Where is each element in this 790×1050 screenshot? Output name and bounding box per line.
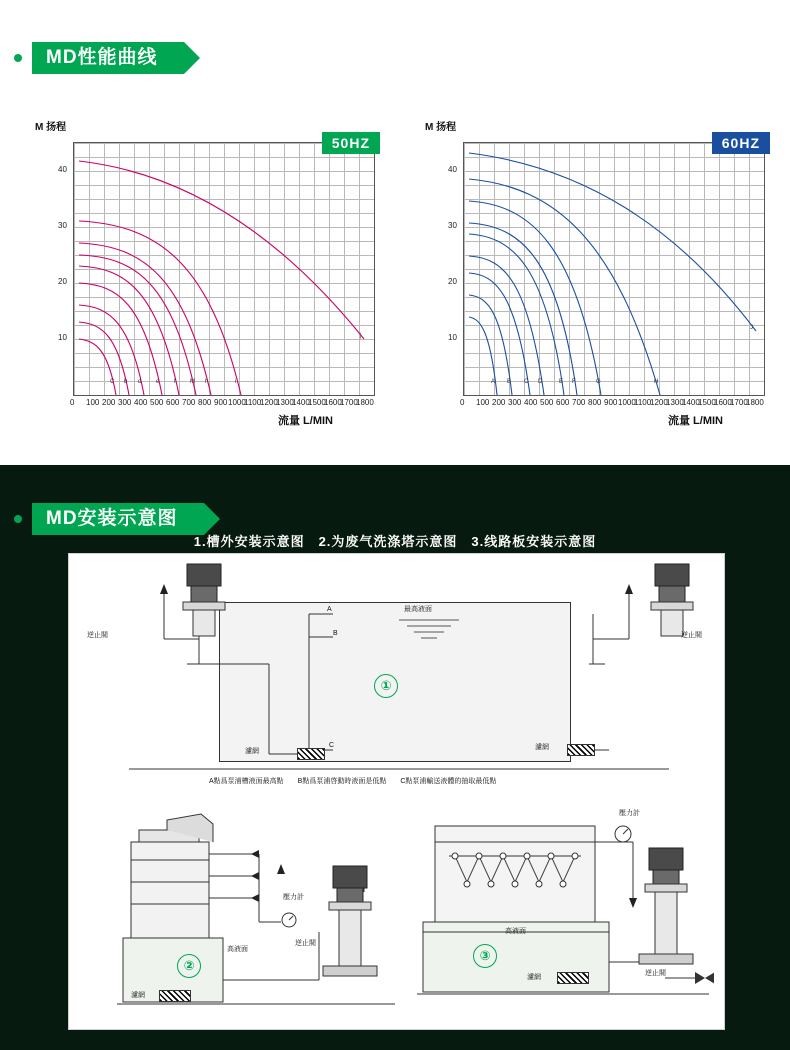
diagram-2-level-label: 高液面	[227, 946, 248, 953]
diagram-1-top-level: 最高液面	[404, 606, 432, 613]
ytick-40: 40	[58, 165, 67, 174]
diagram-1-check-valve-right: 逆止閥	[681, 632, 702, 639]
xtick-1200: 1200	[260, 398, 278, 407]
xtick-1000: 1000	[228, 398, 246, 407]
diagram-1	[69, 554, 724, 802]
curve-label-j: J	[750, 325, 753, 331]
curve-label-j: j	[360, 333, 362, 339]
curve-label-f: F	[572, 379, 576, 385]
xtick-300: 300	[508, 398, 522, 407]
diagram-3-number: ③	[473, 944, 497, 968]
performance-curve-panel	[0, 0, 790, 465]
curve-label-d: d	[138, 379, 142, 385]
diagram-sheet	[68, 553, 725, 1030]
diagram-3-strainer-label: 濾網	[527, 974, 541, 981]
ytick-10: 10	[448, 333, 457, 342]
chart-50hz-curves	[74, 143, 374, 395]
ytick-10: 10	[58, 333, 67, 342]
chart-50hz	[30, 118, 380, 427]
xtick-1200: 1200	[650, 398, 668, 407]
bullet-dot-icon	[14, 515, 22, 523]
curve-label-g: G	[596, 379, 601, 385]
diagram-3-strainer	[557, 972, 589, 984]
xtick-1500: 1500	[698, 398, 716, 407]
bullet-dot-icon	[14, 54, 22, 62]
xtick-1100: 1100	[634, 398, 652, 407]
xtick-1500: 1500	[308, 398, 326, 407]
curve-label-d: D	[538, 379, 543, 385]
xtick-1700: 1700	[730, 398, 748, 407]
curve-label-c: C	[524, 379, 529, 385]
ytick-40: 40	[448, 165, 457, 174]
diagram-2-check-valve-label: 逆止閥	[295, 940, 316, 947]
ytick-20: 20	[58, 277, 67, 286]
diagram-1-check-valve-left: 逆止閥	[87, 632, 108, 639]
diagram-3-level-label: 高液面	[505, 928, 526, 935]
installation-caption: 1.槽外安装示意图 2.为废气洗涤塔示意图 3.线路板安装示意图	[193, 534, 597, 549]
curve-label-b: b	[124, 379, 128, 385]
xtick-0: 0	[70, 398, 75, 407]
xtick-800: 800	[198, 398, 212, 407]
ytick-30: 30	[58, 221, 67, 230]
xtick-800: 800	[588, 398, 602, 407]
diagram-1-point-a: A	[327, 606, 332, 613]
curve-label-h: h	[205, 379, 209, 385]
xtick-600: 600	[166, 398, 180, 407]
xtick-1400: 1400	[682, 398, 700, 407]
xtick-200: 200	[492, 398, 506, 407]
diagram-1-point-b: B	[333, 630, 338, 637]
xtick-100: 100	[476, 398, 490, 407]
xtick-1700: 1700	[340, 398, 358, 407]
xtick-1100: 1100	[244, 398, 262, 407]
curve-label-f: f	[174, 379, 176, 385]
xtick-100: 100	[86, 398, 100, 407]
xtick-500: 500	[540, 398, 554, 407]
curve-label-m: M	[190, 379, 195, 385]
curve-label-e: e	[156, 379, 160, 385]
chart-60hz-xlabel: 流量 L/MIN	[668, 415, 723, 427]
xtick-900: 900	[604, 398, 618, 407]
xtick-700: 700	[182, 398, 196, 407]
diagram-2-number: ②	[177, 954, 201, 978]
curve-label-i: i	[235, 379, 237, 385]
xtick-700: 700	[572, 398, 586, 407]
xtick-1800: 1800	[746, 398, 764, 407]
chart-60hz	[420, 118, 770, 427]
xtick-1000: 1000	[618, 398, 636, 407]
xtick-1800: 1800	[356, 398, 374, 407]
xtick-1300: 1300	[276, 398, 294, 407]
diagram-3	[409, 812, 714, 1017]
xtick-1400: 1400	[292, 398, 310, 407]
ytick-30: 30	[448, 221, 457, 230]
diagram-2-strainer-label: 濾網	[131, 992, 145, 999]
xtick-300: 300	[118, 398, 132, 407]
curve-label-a: A	[491, 379, 496, 385]
curve-label-b: B	[507, 379, 512, 385]
diagram-3-check-valve-label: 逆止閥	[645, 970, 666, 977]
xtick-400: 400	[524, 398, 538, 407]
xtick-1600: 1600	[324, 398, 342, 407]
xtick-400: 400	[134, 398, 148, 407]
xtick-0: 0	[460, 398, 465, 407]
xtick-1600: 1600	[714, 398, 732, 407]
chart-50hz-ylabel: M 扬程	[35, 122, 67, 133]
diagram-1-strainer-right-label: 濾網	[535, 744, 549, 751]
curve-label-c: C	[110, 379, 115, 385]
xtick-500: 500	[150, 398, 164, 407]
xtick-600: 600	[556, 398, 570, 407]
diagram-1-number: ①	[374, 674, 398, 698]
section-header-curve	[14, 42, 184, 74]
chart-60hz-ylabel: M 扬程	[425, 122, 457, 133]
section-title-curve: MD性能曲线	[32, 42, 184, 74]
curve-label-h: H	[654, 379, 659, 385]
diagram-2-lines	[109, 812, 399, 1017]
diagram-2-strainer	[159, 990, 191, 1002]
diagram-2-gauge-label: 壓力計	[283, 894, 304, 901]
chart-60hz-plot-area	[463, 142, 765, 396]
diagram-3-gauge-label: 壓力計	[619, 810, 640, 817]
section-title-install: MD安装示意图	[32, 503, 204, 535]
xtick-200: 200	[102, 398, 116, 407]
diagram-2	[109, 812, 399, 1017]
diagram-3-lines	[409, 812, 714, 1017]
chart-60hz-curves	[464, 143, 764, 395]
diagram-1-lines	[69, 554, 724, 802]
diagram-1-point-c: C	[329, 742, 335, 749]
diagram-1-strainer-left	[297, 748, 325, 760]
diagram-1-note: A點爲泵浦槽液面最高點 B點爲泵浦啓動時液面是低點 C點泵浦輸送液體的抽取最低點	[209, 778, 497, 785]
badge-60hz: 60HZ	[712, 132, 770, 154]
xtick-1300: 1300	[666, 398, 684, 407]
xtick-900: 900	[214, 398, 228, 407]
diagram-1-strainer-left-label: 濾網	[245, 748, 259, 755]
chart-50hz-plot-area	[73, 142, 375, 396]
badge-50hz: 50HZ	[322, 132, 380, 154]
diagram-1-strainer-right	[567, 744, 595, 756]
chart-50hz-xlabel: 流量 L/MIN	[278, 415, 333, 427]
curve-label-e: E	[559, 379, 564, 385]
ytick-20: 20	[448, 277, 457, 286]
